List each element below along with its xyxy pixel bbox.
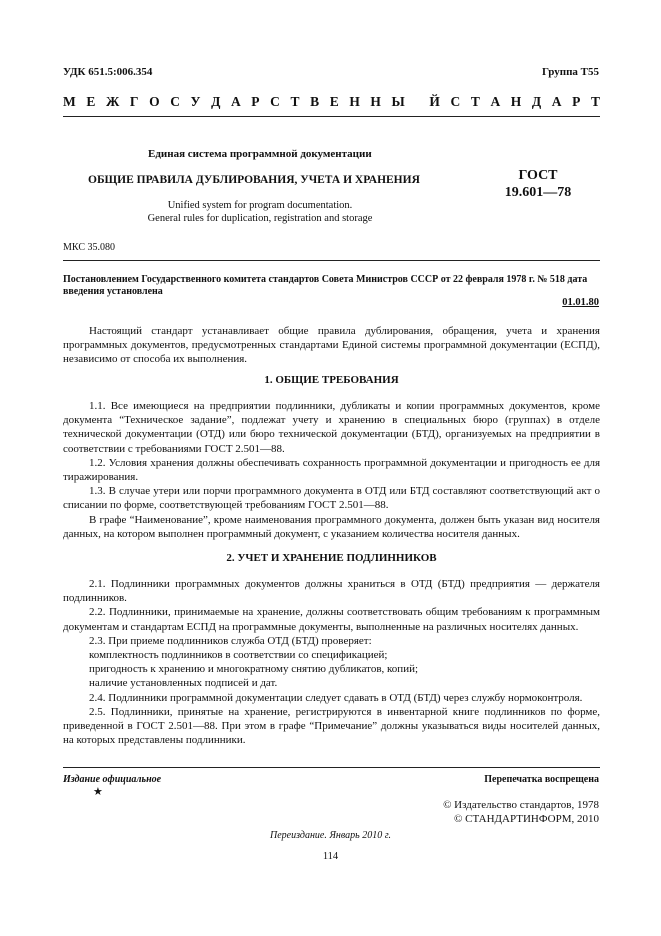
paragraph-1-3: 1.3. В случае утери или порчи программного документа в ОТД или БТД составляют соответствующий акт о списании по форме, соответствующей требованиям ГОСТ 2.501—88. <box>63 485 600 512</box>
group-code: Группа Т55 <box>541 66 599 78</box>
effective-date: 01.01.80 <box>562 297 599 308</box>
gost-number: 19.601—78 <box>504 185 572 200</box>
standard-type-letter: Д <box>531 94 542 109</box>
copyright-line-2: © СТАНДАРТИНФОРМ, 2010 <box>454 812 599 825</box>
standard-type-letter: М <box>63 94 76 109</box>
paragraph-2-3-item-2: пригодность к хранению и многократному снятию дубликатов, копий; <box>89 663 419 676</box>
reissue-note: Переиздание. Январь 2010 г. <box>270 830 391 841</box>
paragraph-2-4: 2.4. Подлинники программной документации следует сдавать в ОТД (БТД) через службу нормоконтроля. <box>89 691 583 704</box>
copyright-block <box>443 799 599 826</box>
gost-label: ГОСТ <box>518 168 558 183</box>
paragraph-2-1: 2.1. Подлинники программных документов должны храниться в ОТД (БТД) предприятия — держателя подлинников. <box>63 578 600 605</box>
section-1-body <box>63 399 600 541</box>
paragraph-2-3-item-1: комплектность подлинников в соответствии со спецификацией; <box>89 649 388 662</box>
system-name: Единая система программной документации <box>148 148 372 160</box>
paragraph-2-2: 2.2. Подлинники, принимаемые на хранение, должны соответствовать общим требованиям к программным документам и стандартам ЕСПД на программные документы, выполненные на различных носителях данных. <box>63 606 600 633</box>
intro-text: Настоящий стандарт устанавливает общие правила дублирования, обращения, учета и хранения программных документов, предусмотренных стандартами Единой системы программной документации (ЕСПД), независимо от способа их выполнения. <box>63 325 600 366</box>
standard-type-letter: А <box>230 94 241 109</box>
paragraph-2-3-item-3: наличие установленных подписей и дат. <box>89 677 278 690</box>
english-title <box>100 200 420 225</box>
standard-type-letter: Т <box>290 94 300 109</box>
standard-type-letter: Д <box>211 94 221 109</box>
standard-type-letter: Г <box>129 94 139 109</box>
english-title-line-1: Unified system for program documentation. <box>167 200 353 211</box>
document-title: ОБЩИЕ ПРАВИЛА ДУБЛИРОВАНИЯ, УЧЕТА И ХРАНЕНИЯ <box>88 174 420 186</box>
standard-type-letter: Т <box>590 94 600 109</box>
standard-type-letter: С <box>450 94 461 109</box>
mks-code: МКС 35.080 <box>63 242 115 253</box>
header-rule <box>63 116 600 117</box>
standard-type-letter: В <box>310 94 320 109</box>
standard-type-letter: Р <box>251 94 260 109</box>
standard-type-letter: Н <box>510 94 522 109</box>
paragraph-1-1: 1.1. Все имеющиеся на предприятии подлинники, дубликаты и копии программных документов, кроме документа “Техническое задание”, подлежат учету и хранению в специальных бюро (группах) в отделе технической документации (ОТД) или бюро технической документации (БТД), организуемых на предприятии в соответствии с требованиями ГОСТ 2.501—88. <box>63 400 600 455</box>
star-icon: ★ <box>93 786 103 798</box>
standard-type-letter: А <box>490 94 501 109</box>
standard-type-letter: У <box>190 94 201 109</box>
page-number: 114 <box>322 851 339 862</box>
standard-type-letter: Ж <box>105 94 120 109</box>
intro-paragraph <box>63 324 600 367</box>
english-title-line-2: General rules for duplication, registration and storage <box>147 212 373 224</box>
standard-type-letter: Р <box>572 94 581 109</box>
paragraph-2-5: 2.5. Подлинники, принятые на хранение, регистрируются в инвентарной книге подлинников по форме, приведенной в ГОСТ 2.501—88. При этом в графе “Примечание” должны указываться виды носителей данных, на которых представлены подлинники. <box>63 705 600 747</box>
standard-type-letter: О <box>149 94 160 109</box>
decree-text: Постановлением Государственного комитета стандартов Совета Министров СССР от 22 февраля 1978 г. № 518 дата введения установлена <box>63 274 588 297</box>
standard-type-letter: С <box>270 94 280 109</box>
standard-type-letter: Н <box>349 94 360 109</box>
official-edition-label: Издание официальное <box>63 774 162 785</box>
footer-rule <box>63 767 600 768</box>
udk-code: УДК 651.5:006.354 <box>63 66 153 78</box>
standard-type-letter: Е <box>86 94 96 109</box>
copyright-line-1: © Издательство стандартов, 1978 <box>443 799 599 811</box>
paragraph-1-2: 1.2. Условия хранения должны обеспечивать сохранность программной документации и пригодность ее для тиражирования. <box>63 456 600 484</box>
standard-type-letter: Й <box>429 94 440 109</box>
standard-type-letter: Е <box>329 94 339 109</box>
mks-rule <box>63 260 600 261</box>
standard-type-letter: Ы <box>391 94 405 109</box>
paragraph-2-3: 2.3. При приеме подлинников служба ОТД (БТД) проверяет: <box>89 634 372 647</box>
standard-type-letter: Т <box>470 94 480 109</box>
section-1-heading: 1. ОБЩИЕ ТРЕБОВАНИЯ <box>264 374 399 386</box>
standard-type-letter: А <box>551 94 562 109</box>
standard-type-letter: Н <box>370 94 381 109</box>
standard-type-heading <box>63 94 600 110</box>
reprint-prohibited-label: Перепечатка воспрещена <box>484 774 599 785</box>
section-2-heading: 2. УЧЕТ И ХРАНЕНИЕ ПОДЛИННИКОВ <box>226 552 437 564</box>
standard-type-letter: С <box>170 94 180 109</box>
paragraph-1-3-note: В графе “Наименование”, кроме наименования программного документа, должен быть указан вид носителя данных, на котором выполнен программный документ, с указанием количества носителя данных. <box>63 513 600 540</box>
section-2-body <box>63 577 600 747</box>
gost-designation <box>498 167 578 201</box>
